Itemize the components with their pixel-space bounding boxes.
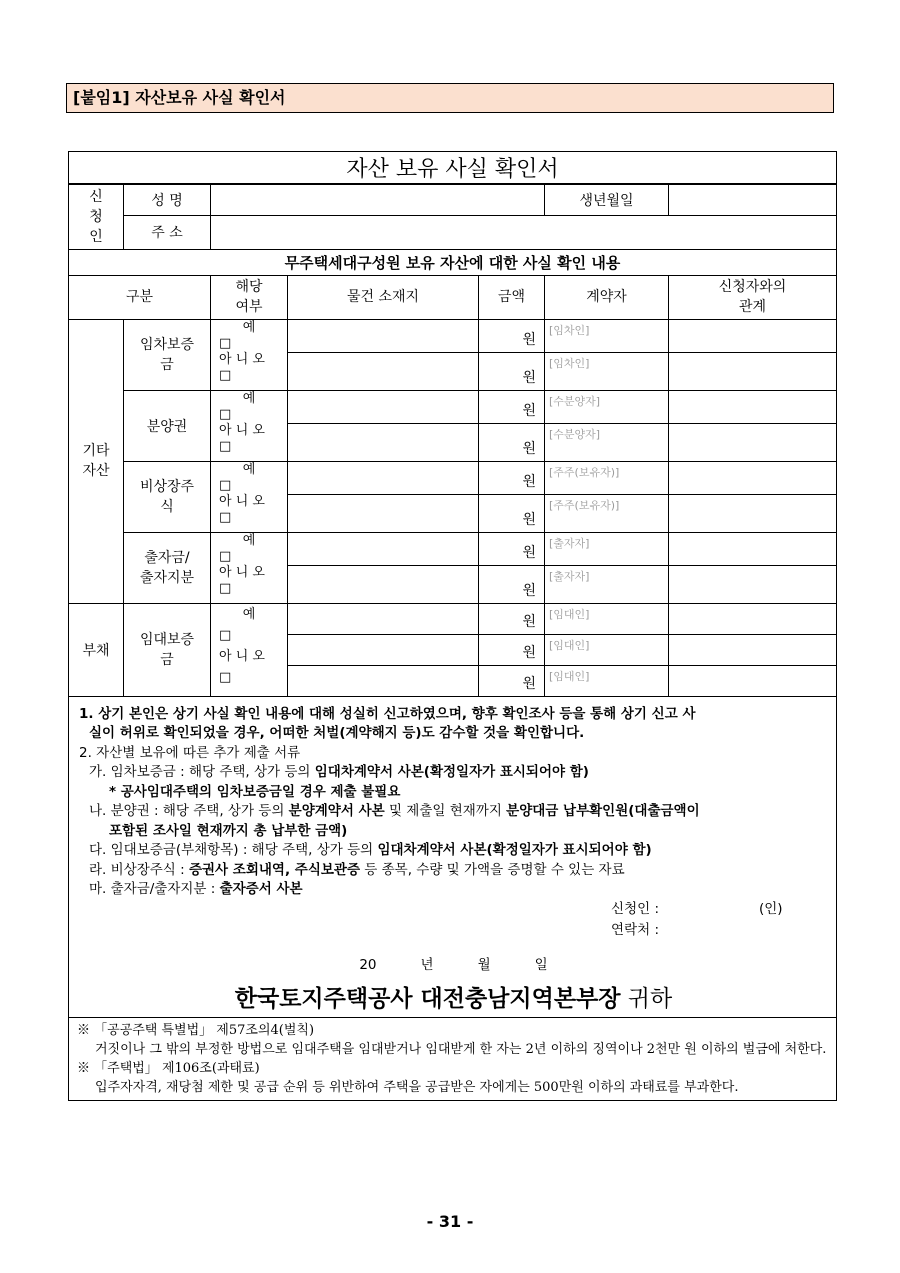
name-field[interactable]: [211, 184, 545, 215]
col-location: 물건 소재지: [288, 275, 479, 319]
contractor-cell[interactable]: [임대인]: [545, 603, 669, 634]
contractor-cell[interactable]: [임대인]: [545, 634, 669, 665]
col-category: 구분: [69, 275, 211, 319]
applicant-sign-label: 신청인 :: [611, 900, 659, 917]
doc-ga: 가. 임차보증금 : 해당 주택, 상가 등의 임대차계약서 사본(확정일자가 표시되어야 함): [89, 764, 589, 780]
legal-notices: [69, 1018, 837, 1101]
relation-cell[interactable]: [669, 665, 837, 696]
relation-cell[interactable]: [669, 532, 837, 565]
legal-2-body: 입주자자격, 재당첨 제한 및 공급 순위 등 위반하여 주택을 공급받은 자에게는 500만원 이하의 과태료를 부과한다.: [95, 1080, 739, 1095]
doc-na-cont: 포함된 조사일 현재까지 총 납부한 금액): [109, 822, 348, 839]
location-cell[interactable]: [288, 565, 479, 603]
signature-block: [79, 900, 828, 950]
relation-cell[interactable]: [669, 634, 837, 665]
location-cell[interactable]: [288, 319, 479, 352]
amount-cell[interactable]: 원: [479, 319, 545, 352]
location-cell[interactable]: [288, 634, 479, 665]
contact-label: 연락처 :: [611, 921, 659, 938]
amount-cell[interactable]: 원: [479, 494, 545, 532]
amount-cell[interactable]: 원: [479, 532, 545, 565]
contractor-cell[interactable]: [주주(보유자)]: [545, 494, 669, 532]
amount-cell[interactable]: 원: [479, 352, 545, 390]
section-title: 무주택세대구성원 보유 자산에 대한 사실 확인 내용: [69, 249, 837, 275]
relation-cell[interactable]: [669, 352, 837, 390]
item-rent-deposit: 임대보증 금: [124, 603, 211, 696]
contractor-cell[interactable]: [임대인]: [545, 665, 669, 696]
contractor-cell[interactable]: [임차인]: [545, 319, 669, 352]
contractor-cell[interactable]: [수분양자]: [545, 390, 669, 423]
declaration-section: [69, 696, 837, 1018]
birth-field[interactable]: [669, 184, 837, 215]
relation-cell[interactable]: [669, 461, 837, 494]
address-field[interactable]: [211, 215, 837, 249]
amount-cell[interactable]: 원: [479, 565, 545, 603]
contractor-cell[interactable]: [출자자]: [545, 532, 669, 565]
doc-ra: 라. 비상장주식 : 증권사 조회내역, 주식보관증 등 종목, 수량 및 가액을 증명할 수 있는 자료: [89, 861, 625, 878]
page-number: - 31 -: [426, 1212, 474, 1231]
relation-cell[interactable]: [669, 494, 837, 532]
item-lease-deposit: 임차보증 금: [124, 319, 211, 390]
location-cell[interactable]: [288, 390, 479, 423]
item-unlisted-stock: 비상장주 식: [124, 461, 211, 532]
location-cell[interactable]: [288, 423, 479, 461]
group-other-assets: 기타 자산: [69, 319, 124, 603]
legal-1-body: 거짓이나 그 밖의 부정한 방법으로 임대주택을 임대받거나 임대받게 한 자는 2년 이하의 징역이나 2천만 원 이하의 벌금에 처한다.: [95, 1042, 827, 1057]
location-cell[interactable]: [288, 532, 479, 565]
lease-deposit-yn[interactable]: 예 □ 아 니 오 □: [211, 319, 288, 390]
doc-ga-note: * 공사임대주택의 임차보증금일 경우 제출 불필요: [109, 783, 401, 800]
birth-label: 생년월일: [545, 184, 669, 215]
attachment-header: [붙임1] 자산보유 사실 확인서: [66, 83, 834, 113]
unlisted-stock-yn[interactable]: 예 □ 아 니 오 □: [211, 461, 288, 532]
investment-yn[interactable]: 예 □ 아 니 오 □: [211, 532, 288, 603]
group-liabilities: 부채: [69, 603, 124, 696]
recipient: 한국토지주택공사 대전충남지역본부장 귀하: [234, 985, 673, 1012]
col-amount: 금액: [479, 275, 545, 319]
doc-ma: 마. 출자금/출자지분 : 출자증서 사본: [89, 881, 303, 897]
doc-da: 다. 임대보증금(부채항목) : 해당 주택, 상가 등의 임대차계약서 사본(확정일자가 표시되어야 함): [89, 842, 652, 858]
amount-cell[interactable]: 원: [479, 423, 545, 461]
col-applicable: 해당 여부: [211, 275, 288, 319]
amount-cell[interactable]: 원: [479, 634, 545, 665]
name-label: 성 명: [124, 184, 211, 215]
relation-cell[interactable]: [669, 423, 837, 461]
declaration-line-2: 실이 허위로 확인되었을 경우, 어떠한 처벌(계약해지 등)도 감수할 것을 확인합니다.: [89, 725, 585, 741]
location-cell[interactable]: [288, 665, 479, 696]
amount-cell[interactable]: 원: [479, 603, 545, 634]
rent-deposit-yn[interactable]: 예 □ 아 니 오 □: [211, 603, 288, 696]
relation-cell[interactable]: [669, 565, 837, 603]
doc-na: 나. 분양권 : 해당 주택, 상가 등의 분양계약서 사본 및 제출일 현재까지 분양대금 납부확인원(대출금액이: [89, 803, 700, 819]
amount-cell[interactable]: 원: [479, 665, 545, 696]
declaration-line-1: 1. 상기 본인은 상기 사실 확인 내용에 대해 성실히 신고하였으며, 향후 확인조사 등을 통해 상기 신고 사: [79, 705, 696, 722]
location-cell[interactable]: [288, 603, 479, 634]
location-cell[interactable]: [288, 352, 479, 390]
amount-cell[interactable]: 원: [479, 461, 545, 494]
seal-mark: (인): [759, 900, 783, 917]
legal-1-title: ※ 「공공주택 특별법」 제57조의4(벌칙): [77, 1023, 315, 1038]
contractor-cell[interactable]: [임차인]: [545, 352, 669, 390]
relation-cell[interactable]: [669, 319, 837, 352]
location-cell[interactable]: [288, 494, 479, 532]
applicant-label: 신 청 인: [69, 184, 124, 249]
item-investment: 출자금/ 출자지분: [124, 532, 211, 603]
address-label: 주 소: [124, 215, 211, 249]
contractor-cell[interactable]: [주주(보유자)]: [545, 461, 669, 494]
col-contractor: 계약자: [545, 275, 669, 319]
relation-cell[interactable]: [669, 390, 837, 423]
location-cell[interactable]: [288, 461, 479, 494]
contractor-cell[interactable]: [출자자]: [545, 565, 669, 603]
legal-2-title: ※ 「주택법」 제106조(과태료): [77, 1061, 260, 1076]
col-relation: 신청자와의 관계: [669, 275, 837, 319]
date-row: 20 년 월 일: [359, 956, 548, 973]
docs-heading: 2. 자산별 보유에 따른 추가 제출 서류: [79, 744, 301, 761]
amount-cell[interactable]: 원: [479, 390, 545, 423]
presale-yn[interactable]: 예 □ 아 니 오 □: [211, 390, 288, 461]
relation-cell[interactable]: [669, 603, 837, 634]
form-title: 자산 보유 사실 확인서: [69, 152, 837, 185]
item-presale: 분양권: [124, 390, 211, 461]
asset-form-table: [68, 151, 837, 1101]
contractor-cell[interactable]: [수분양자]: [545, 423, 669, 461]
